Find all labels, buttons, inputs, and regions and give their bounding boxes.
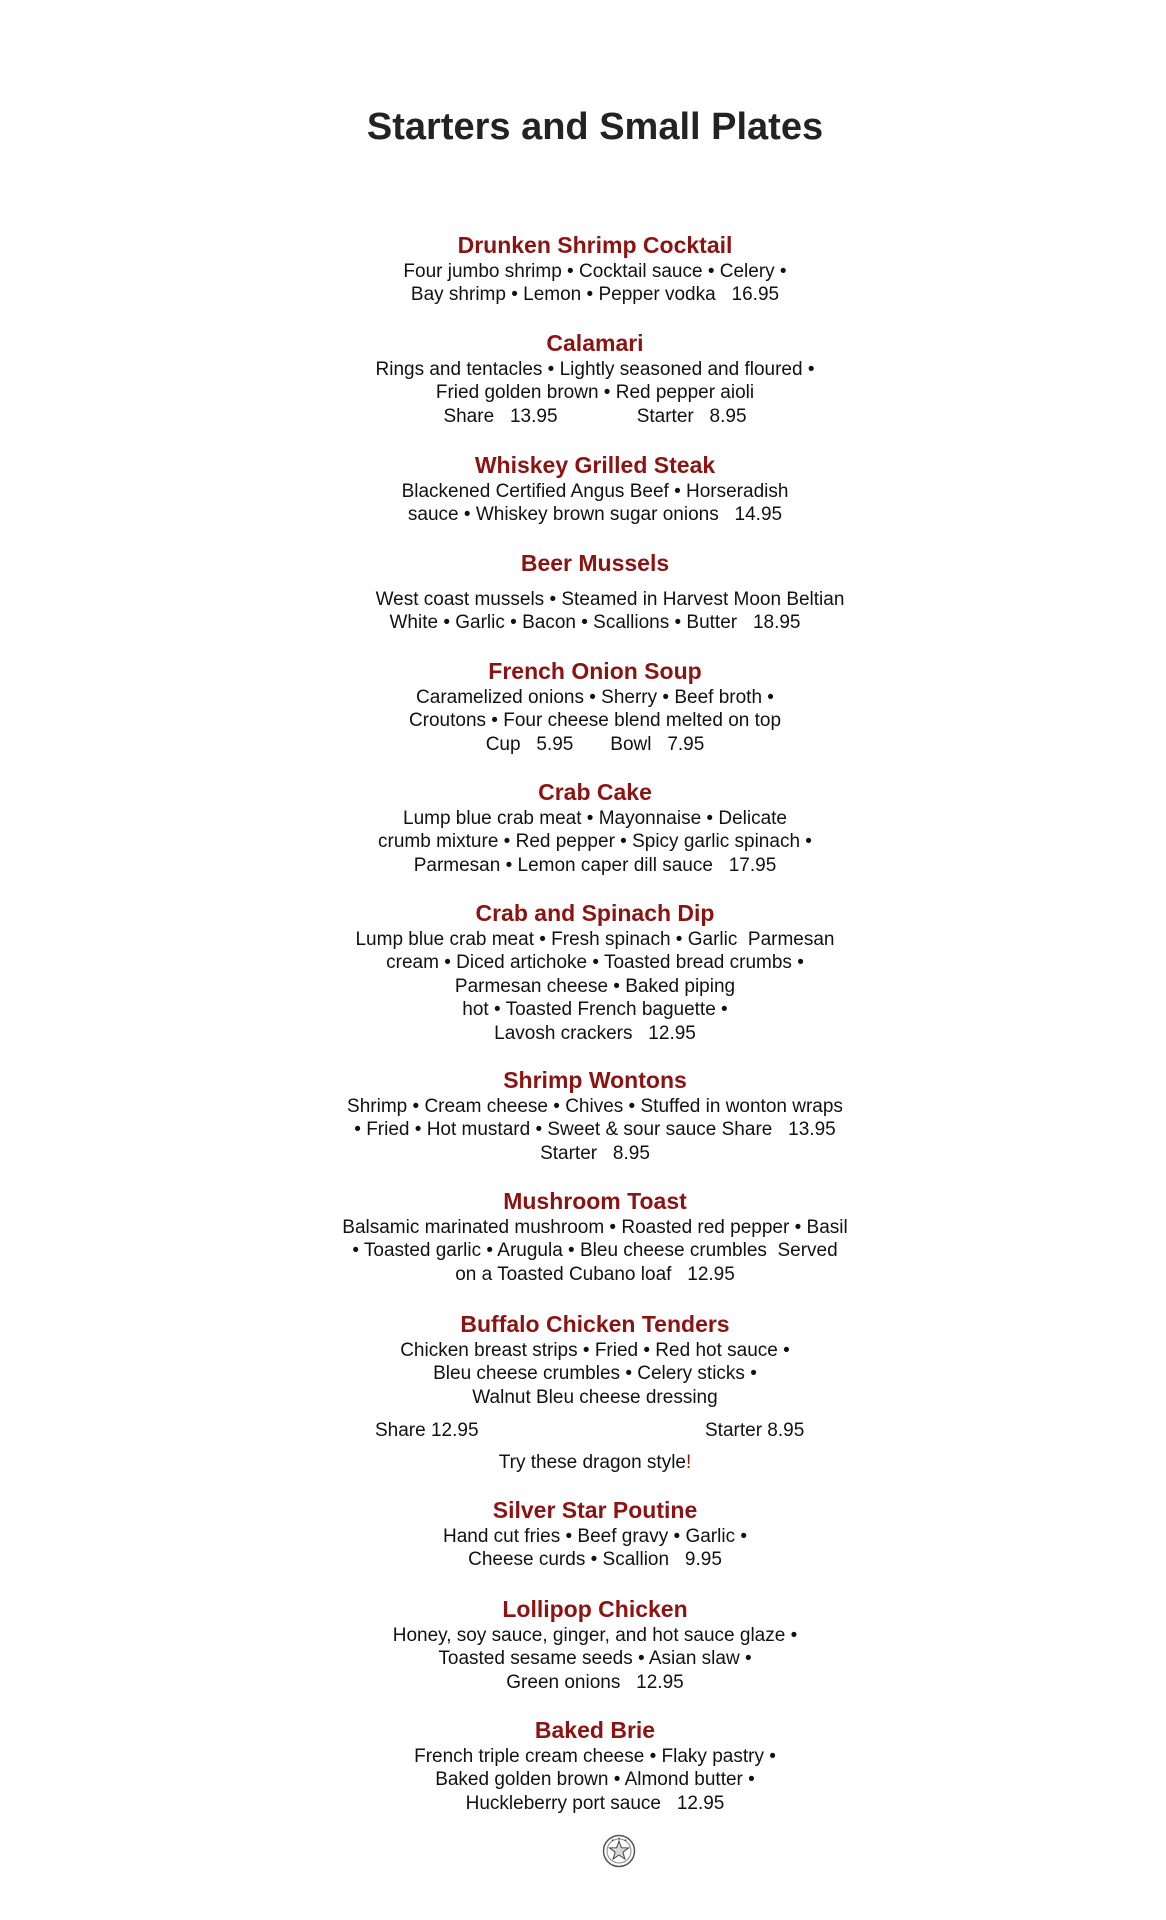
item-description-line: • Fried • Hot mustard • Sweet & sour sauce Share 13.95 bbox=[354, 1119, 836, 1141]
item-price-row: Share 13.95 Starter 8.95 bbox=[443, 405, 747, 427]
item-description-line: Lavosh crackers 12.95 bbox=[494, 1022, 696, 1044]
item-description-line: Baked golden brown • Almond butter • bbox=[435, 1769, 755, 1791]
menu-item-baked-brie bbox=[0, 1716, 1166, 1815]
item-description-line: Balsamic marinated mushroom • Roasted red pepper • Basil bbox=[342, 1217, 848, 1238]
item-description-line: Lump blue crab meat • Fresh spinach • Garlic Parmesan bbox=[355, 929, 835, 950]
menu-item-whiskey-grilled-steak bbox=[0, 451, 1166, 527]
menu-item-french-onion-soup bbox=[0, 657, 1166, 756]
item-description-line: West coast mussels • Steamed in Harvest Moon Beltian bbox=[375, 589, 845, 610]
item-description-line: Fried golden brown • Red pepper aioli bbox=[435, 382, 755, 404]
item-name: Beer Mussels bbox=[520, 550, 670, 576]
menu-item-buffalo-chicken-tenders bbox=[0, 1310, 1166, 1474]
item-name: Buffalo Chicken Tenders bbox=[460, 1311, 730, 1337]
item-description-line: hot • Toasted French baguette • bbox=[462, 999, 728, 1021]
menu-item-calamari bbox=[0, 329, 1166, 428]
item-note-text: Try these dragon style bbox=[498, 1451, 686, 1473]
item-description-line: Blackened Certified Angus Beef • Horseradish bbox=[401, 481, 789, 502]
menu-item-beer-mussels bbox=[0, 549, 1166, 635]
item-description-line: Caramelized onions • Sherry • Beef broth • bbox=[416, 687, 774, 708]
item-description-line: Rings and tentacles • Lightly seasoned and floured • bbox=[375, 359, 815, 380]
item-description-line: Parmesan • Lemon caper dill sauce 17.95 bbox=[413, 854, 777, 876]
item-description-line: Honey, soy sauce, ginger, and hot sauce glaze • bbox=[392, 1625, 798, 1646]
item-note bbox=[0, 1451, 1166, 1474]
item-name: Mushroom Toast bbox=[503, 1188, 687, 1214]
item-name: Crab and Spinach Dip bbox=[475, 900, 715, 926]
item-description-line: Cheese curds • Scallion 9.95 bbox=[468, 1549, 722, 1571]
item-description-line: Parmesan cheese • Baked piping bbox=[454, 975, 736, 997]
item-name: Crab Cake bbox=[538, 779, 652, 805]
item-description-line: French triple cream cheese • Flaky pastry • bbox=[414, 1746, 776, 1767]
item-description-line: cream • Diced artichoke • Toasted bread crumbs • bbox=[386, 952, 804, 974]
item-description-line: Huckleberry port sauce 12.95 bbox=[465, 1792, 725, 1814]
menu-item-mushroom-toast bbox=[0, 1187, 1166, 1286]
item-name: Whiskey Grilled Steak bbox=[474, 452, 716, 478]
item-name: Lollipop Chicken bbox=[502, 1596, 688, 1622]
item-name: Calamari bbox=[546, 330, 644, 356]
share-price: Share 12.95 bbox=[375, 1420, 479, 1442]
item-description-line: crumb mixture • Red pepper • Spicy garlic spinach • bbox=[378, 831, 812, 853]
item-description-line: Croutons • Four cheese blend melted on top bbox=[408, 710, 782, 732]
item-description-line: Lump blue crab meat • Mayonnaise • Delicate bbox=[403, 808, 787, 829]
item-description-line: Chicken breast strips • Fried • Red hot sauce • bbox=[400, 1340, 790, 1361]
menu-item-shrimp-wontons bbox=[0, 1066, 1166, 1165]
menu-item-crab-and-spinach-dip bbox=[0, 899, 1166, 1045]
menu-item-crab-cake bbox=[0, 778, 1166, 877]
item-description-line: Starter 8.95 bbox=[540, 1142, 650, 1164]
star-emblem-icon bbox=[602, 1834, 636, 1868]
item-description-line: on a Toasted Cubano loaf 12.95 bbox=[455, 1263, 735, 1285]
item-description-line: Bay shrimp • Lemon • Pepper vodka 16.95 bbox=[410, 284, 780, 306]
item-description-line: Shrimp • Cream cheese • Chives • Stuffed in wonton wraps bbox=[347, 1096, 843, 1117]
item-name: French Onion Soup bbox=[488, 658, 702, 684]
item-name: Drunken Shrimp Cocktail bbox=[457, 232, 733, 258]
menu-item-silver-star-poutine bbox=[0, 1496, 1166, 1572]
item-description-line: Green onions 12.95 bbox=[506, 1671, 684, 1693]
page-title: Starters and Small Plates bbox=[366, 106, 824, 148]
item-description-line: Four jumbo shrimp • Cocktail sauce • Celery • bbox=[403, 261, 787, 282]
item-description-line: Toasted sesame seeds • Asian slaw • bbox=[438, 1648, 752, 1670]
item-name: Baked Brie bbox=[534, 1717, 656, 1743]
item-description-line: sauce • Whiskey brown sugar onions 14.95 bbox=[407, 504, 783, 526]
starter-price: Starter 8.95 bbox=[705, 1420, 805, 1442]
item-price-row: Cup 5.95 Bowl 7.95 bbox=[485, 733, 705, 755]
item-note-accent: ! bbox=[686, 1451, 692, 1473]
item-description-line: Hand cut fries • Beef gravy • Garlic • bbox=[442, 1526, 747, 1547]
item-name: Silver Star Poutine bbox=[492, 1497, 698, 1523]
item-name: Shrimp Wontons bbox=[503, 1067, 687, 1093]
item-description-line: Bleu cheese crumbles • Celery sticks • bbox=[433, 1363, 757, 1385]
item-description-line: Walnut Bleu cheese dressing bbox=[472, 1386, 718, 1408]
item-description-line: • Toasted garlic • Arugula • Bleu cheese crumbles Served bbox=[352, 1240, 838, 1262]
item-price-row bbox=[0, 1419, 1166, 1442]
menu-item-lollipop-chicken bbox=[0, 1595, 1166, 1694]
menu-item-drunken-shrimp-cocktail bbox=[0, 231, 1166, 307]
item-description-line: White • Garlic • Bacon • Scallions • Butter 18.95 bbox=[389, 612, 801, 634]
